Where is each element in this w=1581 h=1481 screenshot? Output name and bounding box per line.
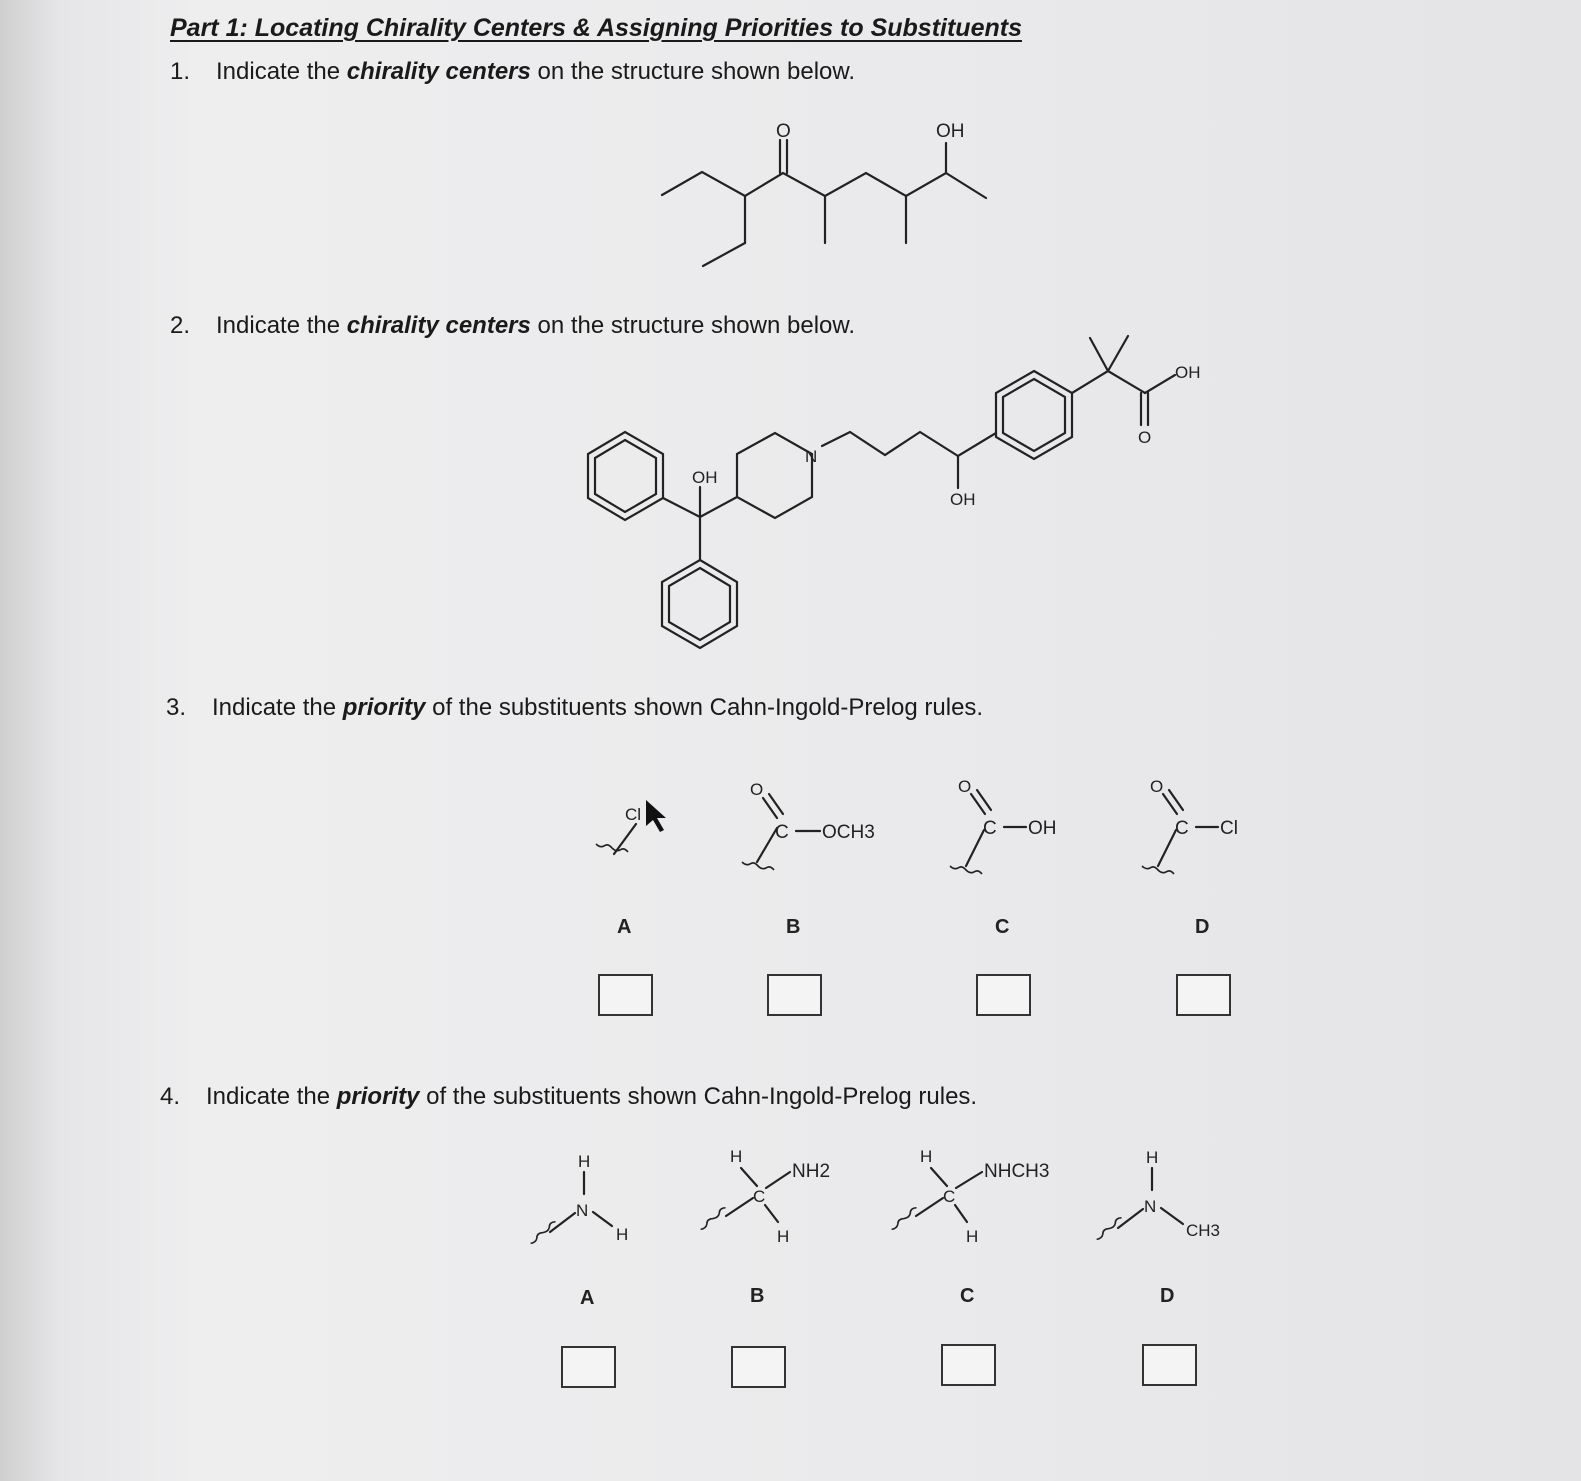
group-label: OH <box>1028 818 1057 839</box>
q3-answer-box-a[interactable] <box>599 975 652 1015</box>
hydrogen-label: H <box>1146 1148 1159 1167</box>
carbonyl-oxygen-label: O <box>1150 777 1164 796</box>
q3-substituent-d <box>1142 777 1238 938</box>
q4-answer-box-a[interactable] <box>562 1347 615 1387</box>
substituent-letter: C <box>995 916 1010 938</box>
structure-2 <box>588 336 1201 648</box>
group-label: Cl <box>1220 818 1238 839</box>
question-text-post: of the substituents shown Cahn-Ingold-Prelog rules. <box>425 694 984 721</box>
q3-answer-box-c[interactable] <box>977 975 1030 1015</box>
chlorine-label: Cl <box>625 805 642 824</box>
q4-answer-box-b[interactable] <box>732 1347 785 1387</box>
hydrogen-label: H <box>616 1225 629 1244</box>
hydrogen-label: H <box>730 1147 743 1166</box>
question-number: 3. <box>166 694 187 721</box>
q3-substituent-a <box>596 800 666 938</box>
q4-substituent-d <box>1097 1148 1220 1307</box>
carbon-label: C <box>1175 818 1189 839</box>
question-text-post: on the structure shown below. <box>530 58 856 85</box>
substituent-letter: A <box>617 916 632 938</box>
q4-substituent-c <box>892 1147 1050 1307</box>
carbonyl-oxygen-label: O <box>776 121 791 142</box>
hydrogen-label: H <box>966 1227 979 1246</box>
carbonyl-oxygen-label: O <box>1138 428 1152 447</box>
q4-answer-box-d[interactable] <box>1143 1345 1196 1385</box>
structure-1 <box>662 121 986 266</box>
hydroxyl-label: OH <box>1175 363 1201 382</box>
mouse-cursor-icon <box>646 800 666 832</box>
q3-answer-box-b[interactable] <box>768 975 821 1015</box>
substituent-letter: C <box>960 1285 975 1307</box>
nitrogen-label: N <box>1144 1197 1157 1216</box>
question-number: 1. <box>170 58 191 85</box>
question-text-post: on the structure shown below. <box>530 312 856 339</box>
group-label: CH3 <box>1186 1221 1221 1240</box>
substituent-letter: B <box>786 916 801 938</box>
group-label: NH2 <box>792 1161 831 1182</box>
nitrogen-label: N <box>805 447 818 466</box>
hydroxyl-label: OH <box>936 121 965 142</box>
hydroxyl-label: OH <box>692 468 718 487</box>
nitrogen-label: N <box>576 1201 589 1220</box>
q4-substituent-a <box>531 1152 629 1309</box>
hydrogen-label: H <box>578 1152 591 1171</box>
hydrogen-label: H <box>777 1227 790 1246</box>
carbonyl-oxygen-label: O <box>750 780 764 799</box>
hydroxyl-label: OH <box>950 490 976 509</box>
carbon-label: C <box>753 1187 766 1206</box>
question-text-post: of the substituents shown Cahn-Ingold-Prelog rules. <box>419 1083 978 1110</box>
q4-answer-box-c[interactable] <box>942 1345 995 1385</box>
question-text-pre: Indicate the <box>212 694 343 721</box>
question-emphasis: priority <box>336 1083 420 1110</box>
substituent-letter: B <box>750 1285 765 1307</box>
group-label: NHCH3 <box>984 1161 1050 1182</box>
group-label: OCH3 <box>822 822 875 843</box>
question-text-pre: Indicate the <box>216 312 347 339</box>
q4-substituent-b <box>701 1147 830 1307</box>
question-emphasis: chirality centers <box>346 58 531 85</box>
worksheet-title: Part 1: Locating Chirality Centers & Assigning Priorities to Substituents <box>170 14 1022 42</box>
carbon-label: C <box>775 822 789 843</box>
question-number: 4. <box>160 1083 181 1110</box>
substituent-letter: D <box>1195 916 1210 938</box>
q3-answer-box-d[interactable] <box>1177 975 1230 1015</box>
question-emphasis: priority <box>342 694 426 721</box>
question-text-pre: Indicate the <box>206 1083 337 1110</box>
substituent-letter: D <box>1160 1285 1175 1307</box>
carbon-label: C <box>983 818 997 839</box>
question-emphasis: chirality centers <box>346 312 531 339</box>
question-number: 2. <box>170 312 191 339</box>
q3-substituent-c <box>950 777 1057 938</box>
q3-substituent-b <box>742 780 875 938</box>
substituent-letter: A <box>580 1287 595 1309</box>
question-text-pre: Indicate the <box>216 58 347 85</box>
carbonyl-oxygen-label: O <box>958 777 972 796</box>
carbon-label: C <box>943 1187 956 1206</box>
hydrogen-label: H <box>920 1147 933 1166</box>
